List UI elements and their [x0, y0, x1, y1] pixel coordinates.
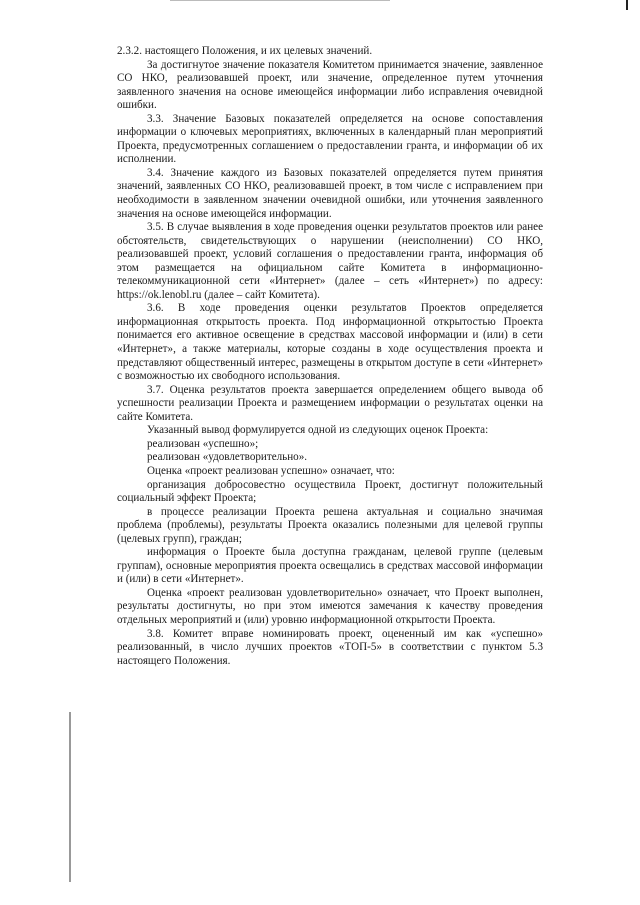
- paragraph-successful-definition: Оценка «проект реализован успешно» означает, что:: [147, 464, 395, 477]
- paragraph-3-8: 3.8. Комитет вправе номинировать проект, оцененный им как «успешно» реализованный, в число лучших проектов «ТОП-5» в соответствии с пунктом 5.3 настоящего Положения.: [117, 627, 543, 667]
- paragraph-3-3: 3.3. Значение Базовых показателей определяется на основе сопоставления информации о ключевых мероприятиях, включенных в календарный план мероприятий Проекта, предусмотренных соглашением о предоставлении гранта, и информации об их исполнении.: [117, 112, 543, 166]
- document-text: [117, 45, 543, 668]
- paragraph-criterion-1: организация добросовестно осуществила Проект, достигнут положительный социальный эффект Проекта;: [117, 478, 543, 505]
- scan-corner-mark: [626, 0, 628, 10]
- paragraph-3-4: 3.4. Значение каждого из Базовых показателей определяется путем принятия значений, заявленных СО НКО, реализовавшей проект, в том числе с исправлением при необходимости в заявленном значении очевидной ошибки, или уточнения заявленного значения на основе имеющейся информации.: [117, 166, 543, 220]
- paragraph-3-6: 3.6. В ходе проведения оценки результатов Проектов определяется информационная открытость проекта. Под информационной открытостью Проекта понимается его активное освещение в средствах массовой информации и (или) в сети «Интернет», а также материалы, которые созданы в ходе осуществления проекта и представляют общественный интерес, размещены в открытом доступе в сети «Интернет» с возможностью их свободного использования.: [117, 302, 543, 383]
- paragraph-2-3-2-continuation: 2.3.2. настоящего Положения, и их целевых значений.: [117, 45, 373, 57]
- scan-left-edge-mark: [69, 712, 71, 882]
- paragraph-criterion-2: в процессе реализации Проекта решена актуальная и социально значимая проблема (проблемы), результаты Проекта оказались полезными для целевой группы (целевых групп), граждан;: [117, 505, 543, 545]
- paragraph-criterion-3: информация о Проекте была доступна гражданам, целевой группе (целевым группам), основные мероприятия проекта освещались в средствах массовой информации и (или) в сети «Интернет».: [117, 546, 543, 586]
- paragraph-3-7: 3.7. Оценка результатов проекта завершается определением общего вывода об успешности реализации Проекта и размещением информации о результатах оценки на сайте Комитета.: [117, 383, 543, 423]
- paragraph-conclusion-intro: Указанный вывод формулируется одной из следующих оценок Проекта:: [147, 424, 489, 437]
- paragraph-rating-satisfactory: реализован «удовлетворительно».: [147, 451, 308, 464]
- paragraph-3-5: 3.5. В случае выявления в ходе проведения оценки результатов проектов или ранее обстоятельств, свидетельствующих о нарушении (неисполнении) СО НКО, реализовавшей проект, условий соглашения о предоставлении гранта, информация об этом размещается на официальном сайте Комитета в информационно-телекоммуникационной сети «Интернет» (далее – сеть «Интернет») по адресу: https://ok.lenobl.ru (далее – сайт Комитета).: [117, 221, 543, 301]
- paragraph-achieved-value: За достигнутое значение показателя Комитетом принимается значение, заявленное СО НКО, реализовавшей проект, или значение, определенное путем уточнения заявленного значения на основе имеющейся информации либо исправления очевидной ошибки.: [117, 58, 543, 112]
- scan-top-marks: [170, 0, 390, 3]
- paragraph-satisfactory-definition: Оценка «проект реализован удовлетворительно» означает, что Проект выполнен, результаты достигнуты, но при этом имеются замечания к качеству проведения отдельных мероприятий и (или) уровню информационной открытости Проекта.: [117, 586, 543, 626]
- paragraph-rating-successful: реализован «успешно»;: [147, 437, 259, 450]
